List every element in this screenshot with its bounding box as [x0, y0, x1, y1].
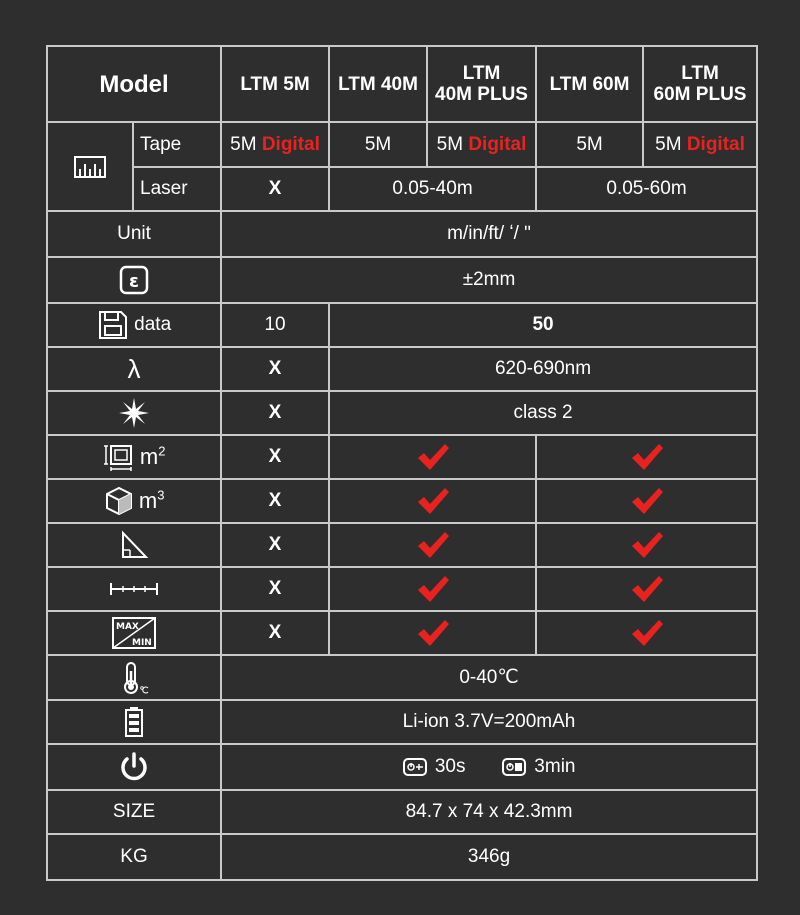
tape-row: [47, 122, 757, 167]
floppy-disk-icon: [97, 309, 129, 341]
data-row: [47, 303, 757, 347]
check-icon: [416, 574, 450, 604]
area-check-40m: [329, 435, 536, 479]
check-icon: [630, 530, 664, 560]
laser-off-icon: [403, 758, 427, 776]
volume-row: [47, 479, 757, 523]
weight-row: [47, 834, 757, 880]
wavelength-ltm-5m: X: [221, 347, 329, 391]
battery-icon: [124, 706, 144, 738]
laser-label: Laser: [133, 167, 221, 211]
model-ltm-40m-plus: LTM 40M PLUS: [427, 46, 536, 122]
size-label: SIZE: [47, 790, 221, 834]
tape-label: Tape: [133, 122, 221, 167]
check-icon: [416, 618, 450, 648]
data-other-models: 50: [329, 303, 757, 347]
area-row: [47, 435, 757, 479]
volume-unit: $m^3$: [138, 487, 165, 514]
area-ltm-5m: X: [221, 435, 329, 479]
auto-off-time: 3min: [534, 756, 576, 777]
pythagoras-check-60m: [536, 523, 757, 567]
power-icon: [118, 751, 150, 783]
unit-row: [47, 211, 757, 257]
volume-check-60m: [536, 479, 757, 523]
continuous-measure-icon: [109, 581, 159, 597]
header-row: [47, 46, 757, 122]
maxmin-row: [47, 611, 757, 655]
ruler-icon: [73, 155, 107, 179]
maxmin-icon-cell: [47, 611, 221, 655]
weight-label: KG: [47, 834, 221, 880]
temperature-value: 0-40℃: [221, 655, 757, 700]
check-icon: [416, 486, 450, 516]
lambda-symbol: λ: [47, 347, 221, 391]
continuous-icon-cell: [47, 567, 221, 611]
maxmin-ltm-5m: X: [221, 611, 329, 655]
accuracy-value: ±2mm: [221, 257, 757, 303]
data-ltm-5m: 10: [221, 303, 329, 347]
area-icon: [103, 442, 135, 472]
auto-off-icon: [502, 758, 526, 776]
battery-icon-cell: [47, 700, 221, 744]
data-label: data: [134, 314, 172, 335]
weight-value: 346g: [221, 834, 757, 880]
svg-text:MIN: MIN: [132, 638, 152, 648]
svg-text:MAX: MAX: [116, 622, 139, 632]
area-unit: $m^2$: [139, 443, 166, 470]
epsilon-icon: [119, 265, 149, 295]
cube-icon: [104, 486, 134, 516]
check-icon: [630, 574, 664, 604]
tape-ltm-5m: 5M Digital: [221, 122, 329, 167]
laser-class-row: [47, 391, 757, 435]
pythagoras-row: [47, 523, 757, 567]
model-label: Model: [47, 46, 221, 122]
volume-check-40m: [329, 479, 536, 523]
power-row: [47, 744, 757, 790]
temperature-icon-cell: [47, 655, 221, 700]
check-icon: [416, 442, 450, 472]
check-icon: [416, 530, 450, 560]
volume-label-cell: [47, 479, 221, 523]
area-label-cell: [47, 435, 221, 479]
continuous-check-60m: [536, 567, 757, 611]
model-ltm-60m-plus: LTM 60M PLUS: [643, 46, 757, 122]
model-ltm-40m: LTM 40M: [329, 46, 427, 122]
unit-value: m/in/ft/ ʻ/ ʺ: [221, 211, 757, 257]
laser-range-60m: 0.05-60m: [536, 167, 757, 211]
tape-ltm-40m: 5M: [329, 122, 427, 167]
max-min-icon: [112, 617, 156, 649]
model-ltm-60m: LTM 60M: [536, 46, 643, 122]
maxmin-check-40m: [329, 611, 536, 655]
area-check-60m: [536, 435, 757, 479]
power-icon-cell: [47, 744, 221, 790]
tape-ltm-40m-plus: 5M Digital: [427, 122, 536, 167]
maxmin-check-60m: [536, 611, 757, 655]
laser-ltm-5m: X: [221, 167, 329, 211]
svg-text:ε: ε: [128, 271, 140, 292]
check-icon: [630, 486, 664, 516]
temperature-row: [47, 655, 757, 700]
check-icon: [630, 618, 664, 648]
laser-class-ltm-5m: X: [221, 391, 329, 435]
ruler-icon-cell: [47, 122, 133, 211]
laser-burst-icon: [118, 397, 150, 429]
wavelength-value: 620-690nm: [329, 347, 757, 391]
tape-ltm-60m: 5M: [536, 122, 643, 167]
pythagoras-icon-cell: [47, 523, 221, 567]
laser-off-time: 30s: [434, 756, 466, 777]
triangle-ruler-icon: [119, 530, 149, 560]
continuous-row: [47, 567, 757, 611]
accuracy-row: [47, 257, 757, 303]
laser-row: [47, 167, 757, 211]
spec-table: [46, 45, 758, 881]
check-icon: [630, 442, 664, 472]
tape-ltm-60m-plus: 5M Digital: [643, 122, 757, 167]
volume-ltm-5m: X: [221, 479, 329, 523]
battery-value: Li-ion 3.7V=200mAh: [221, 700, 757, 744]
size-row: [47, 790, 757, 834]
pythagoras-check-40m: [329, 523, 536, 567]
battery-row: [47, 700, 757, 744]
laser-class-value: class 2: [329, 391, 757, 435]
unit-label: Unit: [47, 211, 221, 257]
laser-range-40m: 0.05-40m: [329, 167, 536, 211]
continuous-ltm-5m: X: [221, 567, 329, 611]
data-label-cell: [47, 303, 221, 347]
size-value: 84.7 x 74 x 42.3mm: [221, 790, 757, 834]
pythagoras-ltm-5m: X: [221, 523, 329, 567]
continuous-check-40m: [329, 567, 536, 611]
power-value: [221, 744, 757, 790]
model-ltm-5m: LTM 5M: [221, 46, 329, 122]
wavelength-row: [47, 347, 757, 391]
accuracy-icon-cell: [47, 257, 221, 303]
laser-class-icon-cell: [47, 391, 221, 435]
thermometer-icon: [117, 661, 151, 695]
